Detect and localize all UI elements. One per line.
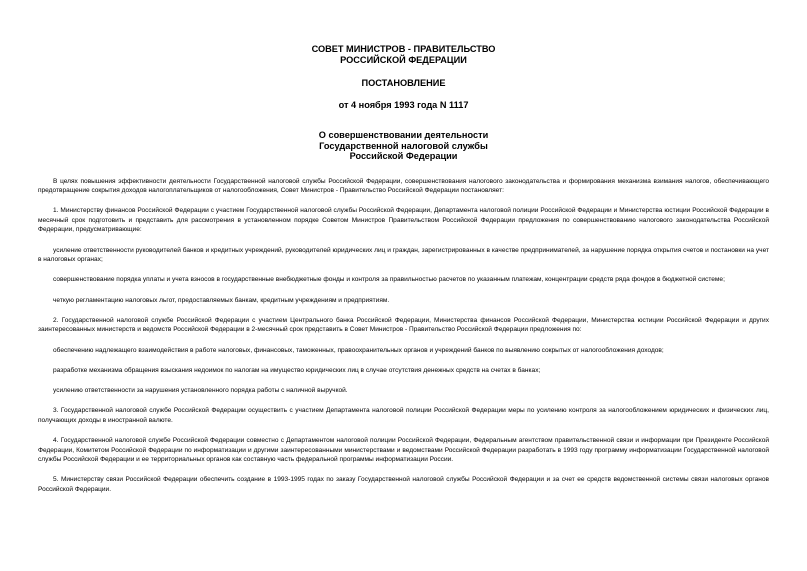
document-subject-line3: Российской Федерации <box>349 151 458 161</box>
clause-5-paragraph: 5. Министерству связи Российской Федерации обеспечить создание в 1993-1995 годах по заказу Государственной налоговой службы Российской Федерации и за счет ее средств ведомственной системы связи налоговых органов Российской Федерации. <box>38 476 769 493</box>
clause-3-paragraph: 3. Государственной налоговой службе Российской Федерации осуществить с участием Департамента налоговой полиции Российской Федерации меры по усилению контроля за налогообложением юридических и физических лиц, получающих доходы в иностранной валюте. <box>38 407 769 424</box>
document-type: ПОСТАНОВЛЕНИЕ <box>361 78 446 88</box>
clause-4-paragraph: 4. Государственной налоговой службе Российской Федерации совместно с Департаментом налоговой полиции Российской Федерации, Федеральным агентством правительственной связи и информации при Президенте Российской Федерации, Комитетом Российской Федерации по информатизации и другими заинтересованными министерствами и ведомствами Российской Федерации разработать в 1993 году программу информатизации Государственной налоговой службы Российской Федерации и ее территориальных органов как составную часть федеральной программы информатизации России. <box>38 436 769 464</box>
clause-1-item-3: четкую регламентацию налоговых льгот, предоставляемых банкам, кредитным учреждениям и предприятиям. <box>53 296 390 304</box>
document-date-number: от 4 ноября 1993 года N 1117 <box>338 99 469 110</box>
clause-2-item-1: обеспечению надлежащего взаимодействия в работе налоговых, финансовых, таможенных, правоохранительных органов и учреждений банков по выявлению сокрытых от налогообложения доходов; <box>53 346 664 354</box>
preamble-paragraph: В целях повышения эффективности деятельности Государственной налоговой службы Российской Федерации, совершенствования налогового законодательства и формирования механизма взимания налогов, обеспечивающего предотвращение сокрытия доходов налогоплательщиков от налогообложения, Совет Министров - Правительство Российской Федерации постановляет: <box>38 177 769 195</box>
issuing-authority-line1: СОВЕТ МИНИСТРОВ - ПРАВИТЕЛЬСТВО <box>311 44 496 54</box>
issuing-authority-line2: РОССИЙСКОЙ ФЕДЕРАЦИИ <box>340 54 467 65</box>
document-body <box>38 177 769 495</box>
document-subject-line1: О совершенствовании деятельности <box>318 130 489 140</box>
clause-2-item-2: разработке механизма обращения взыскания недоимок по налогам на имущество юридических лиц в случае отсутствия денежных средств на счетах в банках; <box>53 366 541 374</box>
clause-1-item-2: совершенствование порядка уплаты и учета взносов в государственные внебюджетные фонды и контроля за правильностью расчетов по указанным платежам, концентрации средств ряда фондов в бюджетной системе; <box>53 276 725 284</box>
clause-1-item-1: усиление ответственности руководителей банков и кредитных учреждений, руководителей юридических лиц и граждан, зарегистрированных в качестве предпринимателей, за нарушение порядка открытия счетов и постановки на учет в налоговых органах; <box>38 246 769 264</box>
clause-1-paragraph: 1. Министерству финансов Российской Федерации с участием Государственной налоговой службы Российской Федерации, Департамента налоговой полиции Российской Федерации и Министерства юстиции Российской Федерации в месячный срок подготовить и представить для рассмотрения в установленном порядке Советом Министров Правительством Российской Федерации предложения по совершенствованию налогового законодательства Российской Федерации, предусматривающие: <box>38 207 769 234</box>
document-subject-line2: Государственной налоговой службы <box>319 140 488 151</box>
clause-2-item-3: усилению ответственности за нарушения установленного порядка работы с наличной выручкой. <box>53 386 348 394</box>
clause-2-paragraph: 2. Государственной налоговой службе Российской Федерации с участием Центрального банка Российской Федерации, Министерства финансов Российской Федерации, Министерства юстиции Российской Федерации и других заинтересованных министерств и ведомств Российской Федерации в 2-месячный срок представить в Совет Министров - Правительство Российской Федерации предложения по: <box>38 316 769 334</box>
document-header <box>38 44 769 162</box>
